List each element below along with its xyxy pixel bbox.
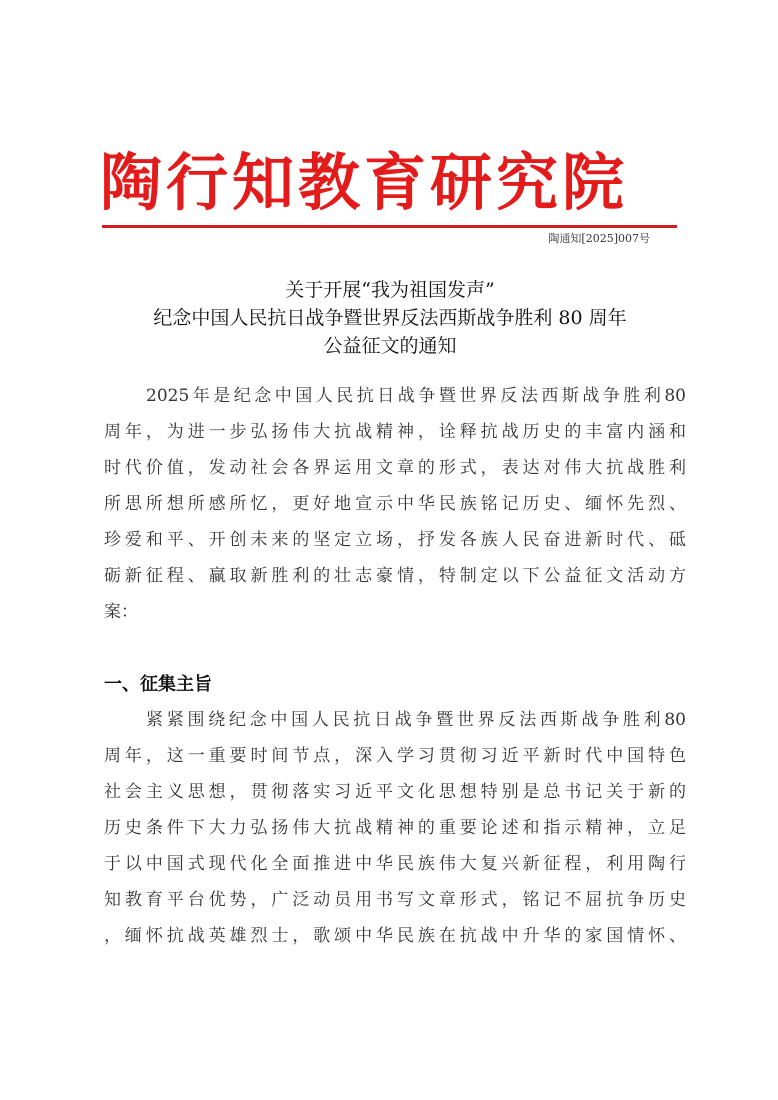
org-title: 陶行知教育研究院 [100,146,629,219]
intro-line: 周年，为进一步弘扬伟大抗战精神，诠释抗战历史的丰富内涵和 [104,422,686,442]
section-line: 知教育平台优势，广泛动员用书写文章形式，铭记不屈抗争历史 [104,890,686,910]
doc-number: 陶通知[2025]007号 [548,232,650,245]
section-line: 历史条件下大力弘扬伟大抗战精神的重要论述和指示精神，立足 [104,818,686,838]
red-divider [102,225,677,228]
section-line: 周年，这一重要时间节点，深入学习贯彻习近平新时代中国特色 [104,746,686,766]
intro-line: 砺新征程、赢取新胜利的壮志豪情，特制定以下公益征文活动方 [104,566,686,586]
intro-line: 珍爱和平、开创未来的坚定立场，抒发各族人民奋进新时代、砥 [104,530,686,550]
section-line: 社会主义思想，贯彻落实习近平文化思想特别是总书记关于新的 [104,782,686,802]
section-line: 于以中国式现代化全面推进中华民族伟大复兴新征程，利用陶行 [104,854,686,874]
notice-title-line: 关于开展“我为祖国发声” [285,279,495,301]
intro-line: 案： [104,602,138,622]
section-line: ，缅怀抗战英雄烈士，歌颂中华民族在抗战中升华的家国情怀、 [104,926,686,946]
section-heading: 一、征集主旨 [104,674,212,695]
intro-line: 时代价值，发动社会各界运用文章的形式，表达对伟大抗战胜利 [104,458,686,478]
section-line: 紧紧围绕纪念中国人民抗日战争暨世界反法西斯战争胜利80 [146,710,686,730]
notice-title-line: 公益征文的通知 [323,335,457,357]
notice-title-line: 纪念中国人民抗日战争暨世界反法西斯战争胜利 80 周年 [153,307,627,329]
intro-line: 2025年是纪念中国人民抗日战争暨世界反法西斯战争胜利80 [146,386,686,406]
intro-line: 所思所想所感所忆，更好地宣示中华民族铭记历史、缅怀先烈、 [104,494,686,514]
